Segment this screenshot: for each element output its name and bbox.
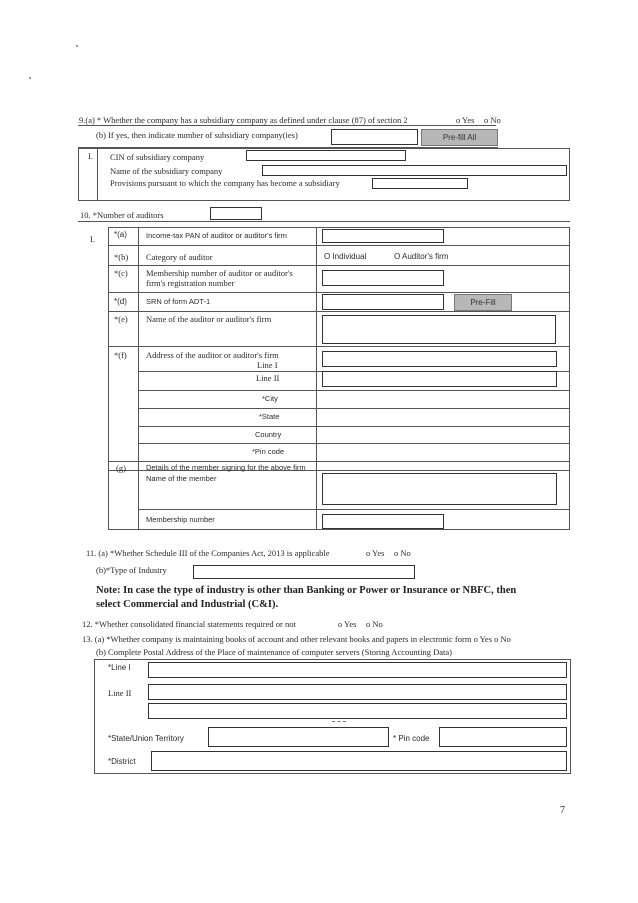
- address-country-label: Country: [255, 430, 282, 439]
- auditor-row-rule: [138, 408, 570, 409]
- subsidiary-name-label: Name of the subsidiary company: [110, 166, 223, 176]
- row-e-code: *(e): [114, 314, 128, 324]
- row-f-code: *(f): [114, 350, 127, 360]
- row-g-label: Details of the member signing for the above firm: [146, 463, 306, 472]
- row-g-code: (g): [116, 463, 126, 473]
- srn-adt1-input[interactable]: [322, 294, 444, 310]
- q12-no-radio[interactable]: o No: [366, 619, 383, 629]
- auditor-row-rule: [138, 390, 570, 391]
- auditor-row-rule: [108, 292, 570, 293]
- member-membership-input[interactable]: [322, 514, 444, 529]
- membership-number-label: Membership number: [146, 515, 215, 524]
- row-c-code: *(c): [114, 268, 128, 278]
- row-b-code: *(b): [114, 252, 129, 262]
- auditor-row-rule: [138, 426, 570, 427]
- auditor-row-rule: [108, 461, 570, 462]
- server-line2-input[interactable]: [148, 684, 567, 700]
- q10-rule: [78, 221, 570, 222]
- auditor-table-label-divider: [316, 227, 317, 530]
- membership-number-input[interactable]: [322, 270, 444, 286]
- address-line2-input[interactable]: [322, 371, 557, 387]
- q9a-question: 9.(a) * Whether the company has a subsidiary company as defined under clause (87) of section 2: [79, 115, 408, 125]
- address-line1-input[interactable]: [322, 351, 557, 367]
- industry-type-select[interactable]: [193, 565, 415, 579]
- category-individual-radio[interactable]: O Individual: [324, 252, 367, 261]
- row-e-label: Name of the auditor or auditor's firm: [146, 314, 272, 324]
- server-district-select[interactable]: [151, 751, 567, 771]
- server-line1-input[interactable]: [148, 662, 567, 678]
- q9a-no-radio[interactable]: o No: [484, 115, 501, 125]
- auditor-row-rule: [138, 509, 570, 510]
- subsidiary-row-number: I.: [88, 151, 93, 161]
- provisions-label: Provisions pursuant to which the company has become a subsidiary: [110, 178, 340, 188]
- address-line2-label: Line II: [256, 373, 280, 383]
- q9b-question: (b) If yes, then indicate number of subsidiary company(ies): [96, 130, 298, 140]
- auditor-row-rule: [108, 346, 570, 347]
- address-pincode-label: *Pin code: [252, 447, 285, 456]
- row-d-label: SRN of form ADT-1: [146, 297, 211, 306]
- address-city-label: *City: [262, 394, 278, 403]
- page-number: 7: [560, 805, 565, 816]
- server-dashed-rule: [332, 721, 346, 722]
- q10-label: 10. *Number of auditors: [80, 210, 164, 220]
- auditor-pan-input[interactable]: [322, 229, 444, 243]
- server-state-select[interactable]: [208, 727, 389, 747]
- page-speck: [29, 77, 31, 79]
- category-firm-radio[interactable]: O Auditor's firm: [394, 252, 449, 261]
- row-c-label-2: firm's registration number: [146, 278, 235, 288]
- q12-yes-radio[interactable]: o Yes: [338, 619, 357, 629]
- auditor-row-rule: [108, 245, 570, 246]
- prefill-all-button[interactable]: Pre-fill All: [421, 129, 498, 146]
- subsidiary-name-input[interactable]: [262, 165, 567, 176]
- row-a-code: *(a): [114, 230, 127, 239]
- server-line1-label: *Line I: [108, 663, 131, 672]
- server-district-label: *District: [108, 757, 136, 766]
- address-line1-label: Line I: [257, 360, 278, 370]
- q11a-question: 11. (a) *Whether Schedule III of the Companies Act, 2013 is applicable: [86, 548, 330, 558]
- auditor-count-input[interactable]: [210, 207, 262, 220]
- auditor-row-rule: [108, 265, 570, 266]
- q13b-question: (b) Complete Postal Address of the Place of maintenance of computer servers (Storing Accounting Data): [96, 647, 452, 657]
- member-name-label: Name of the member: [146, 474, 217, 483]
- cin-label: CIN of subsidiary company: [110, 152, 205, 162]
- subsidiary-table-divider: [97, 148, 98, 201]
- row-b-label: Category of auditor: [146, 252, 213, 262]
- server-state-label: *State/Union Territory: [108, 734, 184, 743]
- q11a-no-radio[interactable]: o No: [394, 548, 411, 558]
- auditor-table-code-divider: [138, 227, 139, 530]
- q11b-label: (b)*Type of Industry: [96, 565, 167, 575]
- auditor-row-rule: [108, 311, 570, 312]
- q13a-question: 13. (a) *Whether company is maintaining books of account and other relevant books and papers in electronic form o Yes o No: [82, 634, 511, 644]
- industry-note-line2: select Commercial and Industrial (C&I).: [96, 599, 279, 610]
- member-name-input[interactable]: [322, 473, 557, 505]
- q9-top-rule: [78, 125, 496, 126]
- subsidiary-count-input[interactable]: [331, 129, 418, 145]
- server-pincode-label: * Pin code: [393, 734, 430, 743]
- auditor-row-rule: [138, 443, 570, 444]
- q11a-yes-radio[interactable]: o Yes: [366, 548, 385, 558]
- row-f-label: Address of the auditor or auditor's firm: [146, 350, 279, 360]
- address-state-label: *State: [259, 412, 280, 421]
- page-speck: [76, 45, 78, 47]
- row-d-code: *(d): [114, 297, 127, 306]
- cin-input[interactable]: [246, 150, 406, 161]
- industry-note-line1: Note: In case the type of industry is other than Banking or Power or Insurance or NBFC, then: [96, 585, 517, 596]
- q12-question: 12. *Whether consolidated financial statements required or not: [82, 619, 296, 629]
- row-a-label: Income-tax PAN of auditor or auditor's firm: [146, 231, 287, 240]
- prefill-button[interactable]: Pre-Fill: [454, 294, 512, 311]
- server-line2b-input[interactable]: [148, 703, 567, 719]
- server-pincode-input[interactable]: [439, 727, 567, 747]
- provisions-input[interactable]: [372, 178, 468, 189]
- server-line2-label: Line II: [108, 688, 132, 698]
- auditor-name-input[interactable]: [322, 315, 556, 344]
- auditor-row-number: I.: [90, 234, 95, 244]
- row-c-label-1: Membership number of auditor or auditor's: [146, 268, 293, 278]
- q9a-yes-radio[interactable]: o Yes: [456, 115, 475, 125]
